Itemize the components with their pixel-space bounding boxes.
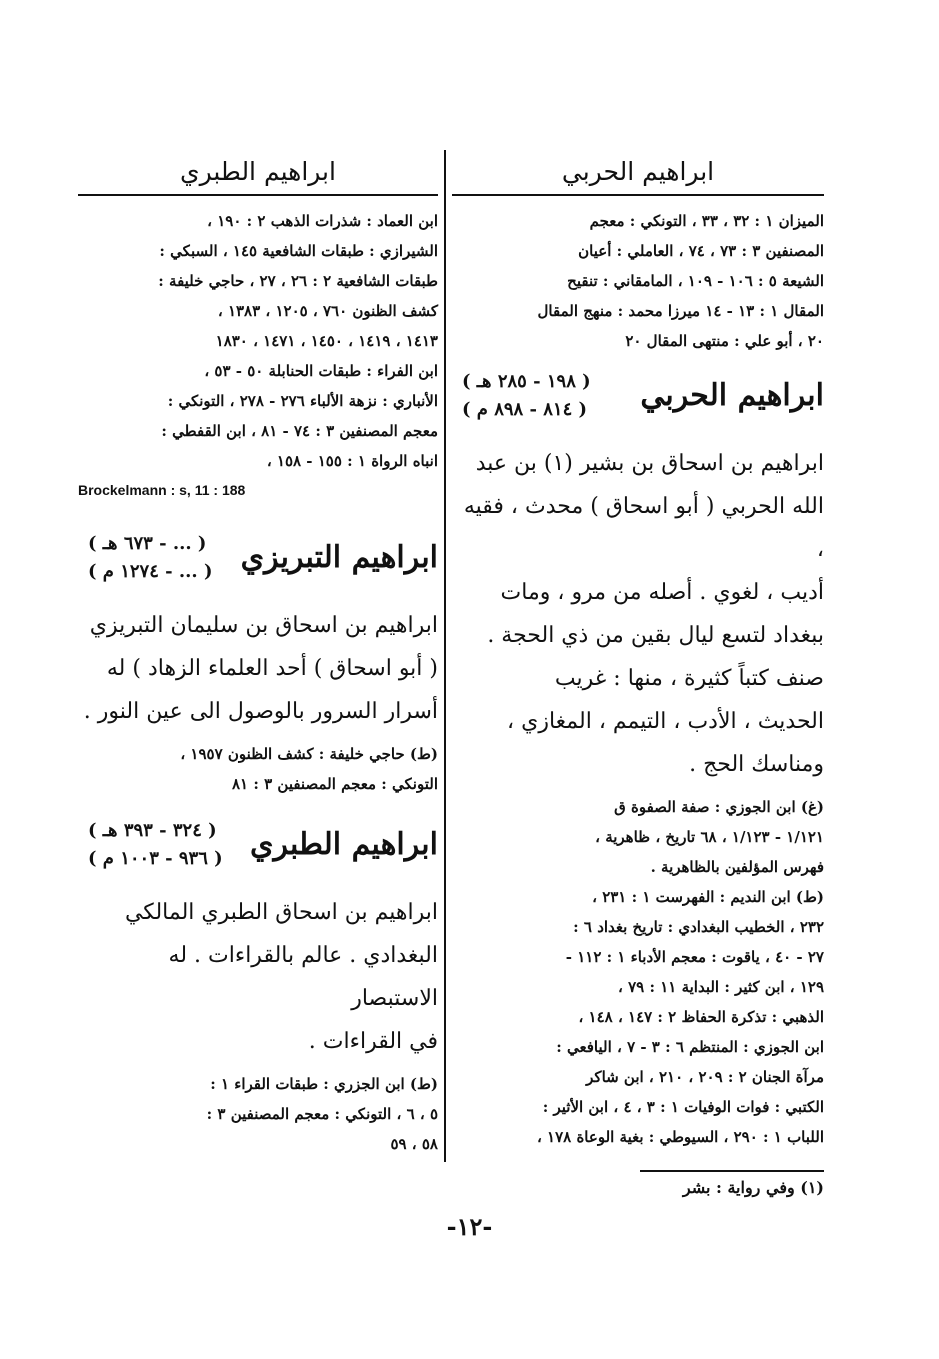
ref-line: (ط) حاجي خليفة : كشف الظنون ١٩٥٧ ، [180, 745, 438, 763]
ref-line: الميزان ١ : ٣٢ ، ٣٣ ، التونكي : معجم [589, 212, 824, 230]
ref-line: الشيرازي : طبقات الشافعية ١٤٥ ، السبكي : [159, 242, 438, 260]
left-column [78, 150, 438, 1159]
dates-ad: ( ٩٣٦ - ١٠٠٣ م ) [88, 848, 223, 869]
ref-line: ١٤١٣ ، ١٤١٩ ، ١٤٥٠ ، ١٤٧١ ، ١٨٣٠ [215, 332, 438, 350]
ref-line: ٢٣٢ ، الخطيب البغدادي : تاريخ بغداد ٦ : [573, 918, 824, 936]
entry-refs [78, 1069, 438, 1159]
ref-line: ابن العماد : شذرات الذهب ٢ : ١٩٠ ، [207, 212, 438, 230]
entry-refs [452, 792, 824, 1152]
ref-line: (ط) ابن النديم : الفهرست ١ : ٢٣١ ، [592, 888, 824, 906]
ref-line: ٢٧ - ٤٠ ، ياقوت : معجم الأدباء ١ : ١١٢ - [565, 948, 824, 966]
ref-line: اللباب ١ : ٢٩٠ ، السيوطي : بغية الوعاة ١٧٨ ، [536, 1128, 824, 1146]
ref-line: انباه الرواة ١ : ١٥٥ - ١٥٨ ، [266, 452, 438, 470]
ref-line: التونكي : معجم المصنفين ٣ : ٨١ [232, 775, 438, 793]
body-line: ( أبو اسحاق ) أحد العلماء الزهاد ) له [106, 656, 438, 681]
ref-line: ٥ ، ٦ ، التونكي : معجم المصنفين ٣ : [206, 1105, 438, 1123]
body-line: أسرار السرور بالوصول الى عين النور . [83, 699, 438, 724]
ref-line: ١٢٩ ، ابن كثير : البداية ١١ : ٧٩ ، [618, 978, 824, 996]
ref-line: ١/١٢١ - ١/١٢٣ ، ٦٨ تاريخ ، ظاهرية ، [595, 828, 824, 846]
dates-ad: ( ٨١٤ - ٨٩٨ م ) [462, 399, 588, 420]
entry-heading-harbi [452, 366, 824, 436]
right-column [452, 150, 824, 1152]
entry-refs [78, 739, 438, 799]
ref-line: طبقات الشافعية ٢ : ٢٦ ، ٢٧ ، حاجي خليفة : [158, 272, 438, 290]
footnote-rule [640, 1170, 824, 1172]
column-divider [444, 150, 446, 1162]
body-line: ابراهيم بن اسحاق بن بشير (١) بن عبد [475, 451, 824, 476]
ref-line: الأنباري : نزهة الألباء ٢٧٦ - ٢٧٨ ، التونكي : [167, 392, 438, 410]
entry-body [452, 442, 824, 786]
entry-dates [462, 368, 591, 424]
body-line: ابراهيم بن اسحاق بن سليمان التبريزي [89, 613, 438, 638]
footnote: (١) وفي رواية : بشر [682, 1178, 824, 1197]
body-line: ومناسك الحج . [689, 752, 824, 777]
body-line: صنف كتباً كثيرة ، منها : غريب [554, 666, 824, 691]
entry-name: ابراهيم الطبري [249, 827, 438, 862]
ref-line: المصنفين ٣ : ٧٣ ، ٧٤ ، العاملي : أعيان [578, 242, 824, 260]
ref-line: ٥٨ ، ٥٩ [390, 1135, 438, 1153]
latin-ref: Brockelmann : s, 11 : 188 [78, 482, 246, 498]
body-line: ابراهيم بن اسحاق الطبري المالكي [124, 900, 438, 925]
page-number: -١٢- [446, 1212, 493, 1241]
right-column-header: ابراهيم الحربي [452, 150, 824, 196]
left-prev-refs [78, 206, 438, 476]
entry-body [78, 604, 438, 733]
ref-line: معجم المصنفين ٣ : ٧٤ - ٨١ ، ابن القفطي : [161, 422, 438, 440]
ref-line: المقال ١ : ١٣ - ١٤ ميرزا محمد : منهج المقال [537, 302, 824, 320]
right-prev-refs [452, 206, 824, 356]
ref-line: فهرس المؤلفين بالظاهرية . [650, 858, 824, 876]
ref-line: الكتبي : فوات الوفيات ١ : ٣ ، ٤ ، ابن الأثير : [542, 1098, 824, 1116]
dates-hijri: ( ٣٢٤ - ٣٩٣ هـ ) [88, 820, 217, 841]
ref-line: (غ) ابن الجوزي : صفة الصفوة ق [614, 798, 824, 816]
ref-line: ابن الجوزي : المنتظم ٦ : ٣ - ٧ ، اليافعي : [556, 1038, 824, 1056]
dates-hijri: ( ... - ٦٧٣ هـ ) [88, 533, 207, 554]
entry-name: ابراهيم التبريزي [240, 540, 438, 575]
ref-line: الشيعة ٥ : ١٠٦ - ١٠٩ ، المامقاني : تنقيح [567, 272, 824, 290]
body-line: ببغداد لتسع ليال بقين من ذي الحجة . [487, 623, 824, 648]
entry-heading-tabari [78, 815, 438, 885]
ref-line: ابن الفراء : طبقات الحنابلة ٥٠ - ٥٣ ، [204, 362, 438, 380]
body-line: أديب ، لغوي . أصله من مرو ، ومات [500, 580, 824, 605]
dates-hijri: ( ١٩٨ - ٢٨٥ هـ ) [462, 371, 591, 392]
ref-line: مرآة الجنان ٢ : ٢٠٩ ، ٢١٠ ، ابن شاكر [586, 1068, 824, 1086]
entry-dates [88, 530, 212, 586]
ref-line: (ط) ابن الجزري : طبقات القراء ١ : [210, 1075, 438, 1093]
entry-dates [88, 817, 223, 873]
ref-line: كشف الظنون ٧٦٠ ، ١٢٠٥ ، ١٣٨٣ ، [217, 302, 438, 320]
entry-name: ابراهيم الحربي [640, 378, 824, 413]
dates-ad: ( ... - ١٢٧٤ م ) [88, 561, 213, 582]
body-line: الله الحربي ( أبو اسحاق ) محدث ، فقيه ، [463, 494, 824, 562]
body-line: البغدادي . عالم بالقراءات . له الاستبصار [168, 943, 438, 1011]
body-line: في القراءات . [308, 1029, 438, 1054]
left-column-header: ابراهيم الطبري [78, 150, 438, 196]
entry-body [78, 891, 438, 1063]
body-line: الحديث ، الأدب ، التيمم ، المغازي ، [507, 709, 824, 734]
entry-heading-tabrizi [78, 528, 438, 598]
ref-line: الذهبي : تذكرة الحفاظ ٢ : ١٤٧ ، ١٤٨ ، [578, 1008, 824, 1026]
ref-line: ٢٠ ، أبو علي : منتهى المقال ٢٠ [625, 332, 824, 350]
